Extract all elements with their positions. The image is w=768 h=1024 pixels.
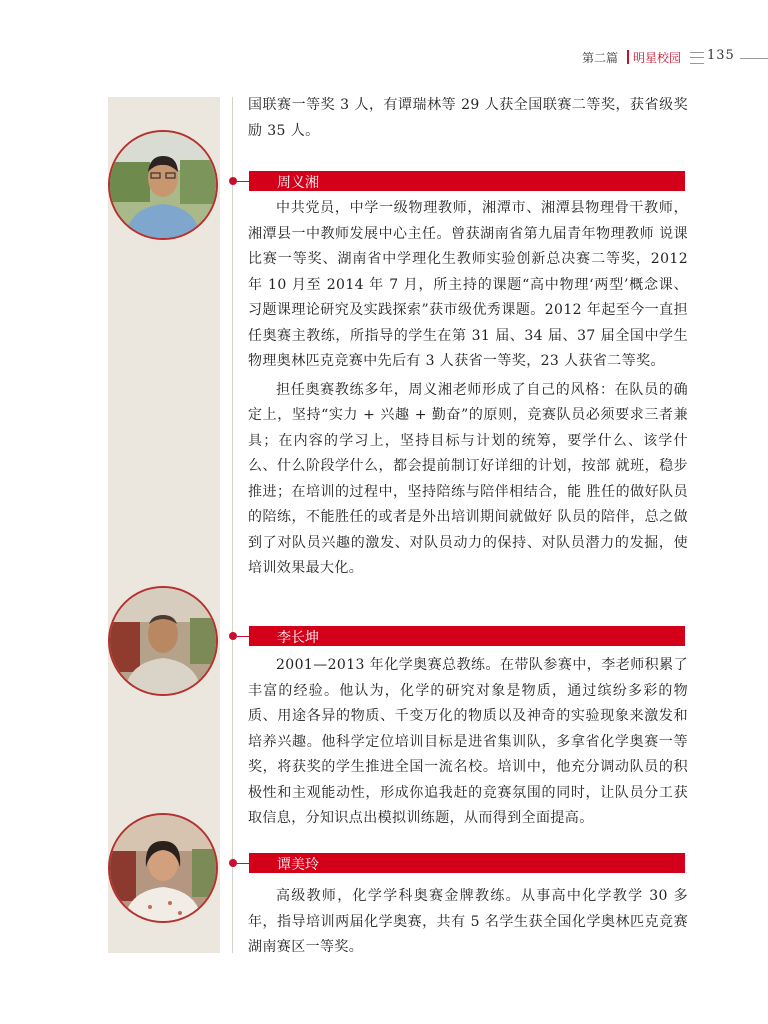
header-rule (740, 58, 768, 59)
name-banner-1 (249, 171, 685, 191)
teacher-2-paragraph-1: 2001—2013 年化学奥赛总教练。在带队参赛中，李老师积累了丰富的经验。他认为，化学的研究对象是物质，通过缤纷多彩的物质、用途各异的物质、千变万化的物质以及神奇的实验现象来激发和培养兴趣。他科学定位培训目标是进省集训队，多拿省化学奥赛一等奖，将获奖的学生推进全国一流名校。培训中，他充分调动队员的积极性和主观能动性，形成你追我赶的竞赛氛围的同时，让队员分工获取信息，分知识点出模拟训练题，从而得到全面提高。 (248, 657, 688, 826)
portrait-photo-1 (110, 132, 216, 238)
part-label: 第二篇 (582, 51, 619, 65)
timeline-dot-2 (229, 632, 237, 640)
timeline-dot-3 (229, 859, 237, 867)
timeline-tick-3 (237, 863, 249, 864)
section-label: 明星校园 (633, 51, 682, 65)
timeline-tick-1 (237, 181, 249, 182)
page-number: 135 (707, 48, 735, 63)
intro-text-block (248, 93, 688, 144)
teacher-3-paragraph-1: 高级教师，化学学科奥赛金牌教练。从事高中化学教学 30 多年，指导培训两届化学奥赛，共有 5 名学生获全国化学奥林匹克竞赛湖南赛区一等奖。 (248, 888, 688, 955)
name-banner-2 (249, 626, 685, 646)
name-banner-3 (249, 853, 685, 873)
portrait-photo-2 (110, 588, 216, 694)
teacher-1-text (248, 196, 688, 582)
page-header (580, 47, 768, 69)
teacher-name-1: 周义湘 (277, 175, 319, 191)
timeline-tick-2 (237, 636, 249, 637)
teacher-3-text (248, 884, 688, 961)
teacher-name-3: 谭美玲 (277, 857, 319, 873)
teacher-name-2: 李长坤 (277, 630, 319, 646)
teacher-1-paragraph-1: 中共党员，中学一级物理教师，湘潭市、湘潭县物理骨干教师，湘潭县一中教师发展中心主任。曾获湖南省第九届青年物理教师 说课比赛一等奖、湖南省中学理化生教师实验创新总决赛二等奖，2012 年 10 月至 2014 年 7 月，所主持的课题“高中物理‘两型’概念课、习题课理论研究及实践探索”获市级优秀课题。2012 年起至今一直担任奥赛主教练，所指导的学生在第 31 届、34 届、37 届全国中学生物理奥林匹克竞赛中先后有 3 人获省一等奖，23 人获省二等奖。 (248, 200, 688, 369)
intro-paragraph: 国联赛一等奖 3 人，有谭瑞林等 29 人获全国联赛二等奖，获省级奖励 35 人。 (248, 97, 688, 139)
timeline-line (232, 97, 233, 953)
timeline-dot-1 (229, 177, 237, 185)
portrait-photo-3 (110, 815, 216, 921)
header-divider (627, 50, 629, 64)
header-lines-ornament (690, 52, 704, 64)
teacher-1-paragraph-2: 担任奥赛教练多年，周义湘老师形成了自己的风格：在队员的确定上，坚持“实力 + 兴趣 + 勤奋”的原则，竞赛队员必须要求三者兼具；在内容的学习上，坚持目标与计划的统筹，要学什么、该学什么、什么阶段学什么，都会提前制订好详细的计划，按部 就班，稳步推进；在培训的过程中，坚持陪练与陪伴相结合，能 胜任的做好队员的陪练，不能胜任的或者是外出培训期间就做好 队员的陪伴，总之做到了对队员兴趣的激发、对队员动力的保持、对队员潜力的发掘，使培训效果最大化。 (248, 381, 688, 576)
teacher-2-text (248, 653, 688, 832)
